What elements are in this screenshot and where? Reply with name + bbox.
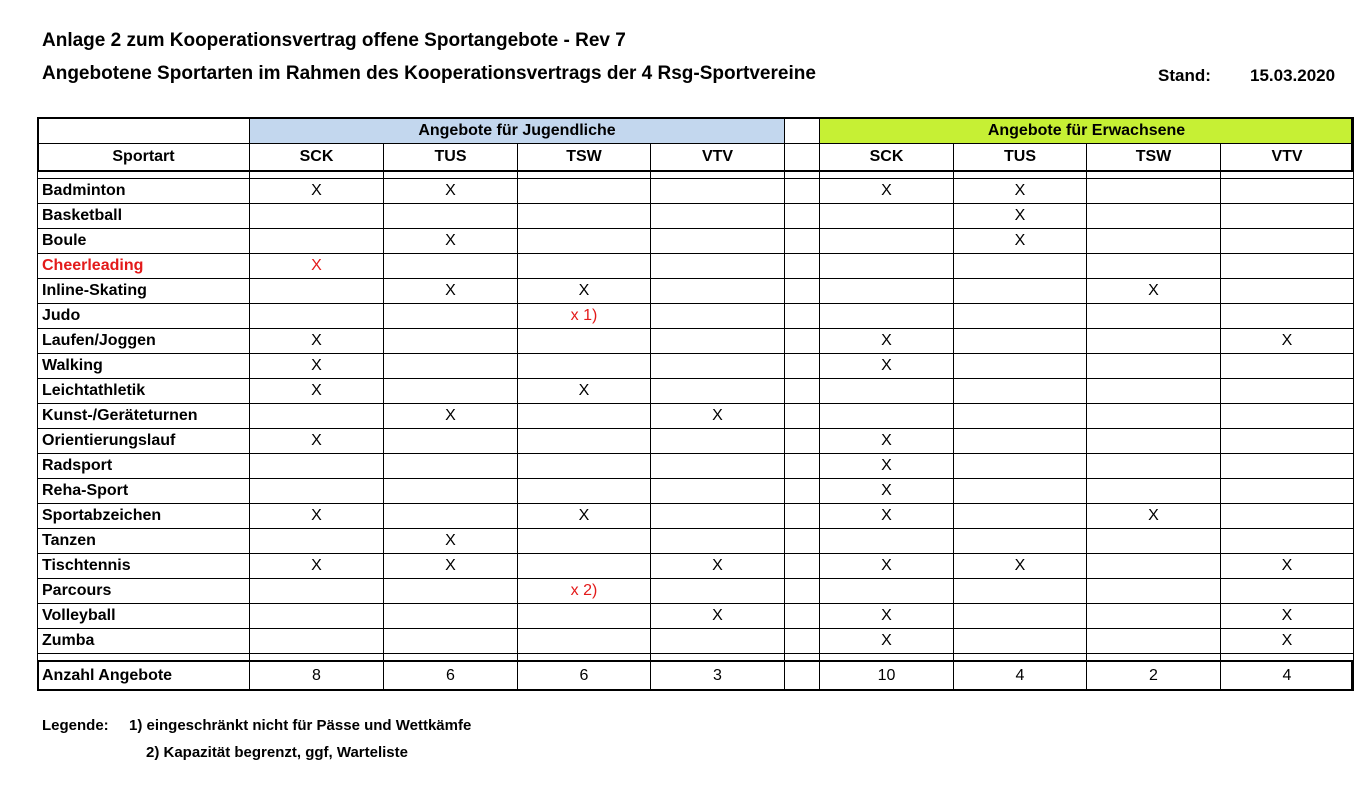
adult-cell-tus: [954, 379, 1087, 404]
stand-label: Stand:: [1158, 66, 1211, 85]
youth-cell-vtv: X: [651, 554, 785, 579]
adult-cell-tsw: [1087, 379, 1221, 404]
gap-cell: [954, 654, 1087, 662]
youth-cell-tsw: x 1): [518, 304, 651, 329]
youth-cell-sck: X: [250, 179, 384, 204]
column-header-row: [38, 144, 1354, 171]
document-subtitle: Angebotene Sportarten im Rahmen des Kooperationsvertrags der 4 Rsg-Sportvereine: [42, 63, 816, 84]
youth-cell-vtv: [651, 279, 785, 304]
sport-name: Badminton: [38, 179, 250, 204]
sport-name: Laufen/Joggen: [38, 329, 250, 354]
youth-cell-tus: [384, 354, 518, 379]
spacer-cell: [785, 554, 820, 579]
legend-label: Legende:: [42, 717, 109, 734]
sport-name: Inline-Skating: [38, 279, 250, 304]
youth-cell-tus: [384, 504, 518, 529]
spacer-cell: [785, 479, 820, 504]
gap-cell: [820, 171, 954, 179]
youth-cell-tus: [384, 579, 518, 604]
table-row: [38, 304, 1354, 329]
gap-cell: [1087, 171, 1221, 179]
table-row: [38, 379, 1354, 404]
adult-cell-vtv: [1221, 254, 1354, 279]
spacer-cell: [785, 429, 820, 454]
youth-cell-tus: X: [384, 404, 518, 429]
adult-cell-tsw: X: [1087, 279, 1221, 304]
adult-cell-tsw: [1087, 629, 1221, 654]
youth-cell-vtv: [651, 204, 785, 229]
adult-cell-sck: X: [820, 479, 954, 504]
spacer-cell: [785, 279, 820, 304]
adult-cell-tus: [954, 304, 1087, 329]
youth-cell-vtv: X: [651, 404, 785, 429]
column-header-youth-tsw: TSW: [518, 144, 651, 171]
youth-cell-vtv: [651, 229, 785, 254]
youth-cell-tus: [384, 604, 518, 629]
sport-name: Kunst-/Geräteturnen: [38, 404, 250, 429]
adult-cell-sck: [820, 579, 954, 604]
adult-cell-tus: X: [954, 554, 1087, 579]
spacer-cell: [785, 329, 820, 354]
adult-cell-tsw: [1087, 479, 1221, 504]
adult-cell-tus: [954, 354, 1087, 379]
spacer-cell: [785, 529, 820, 554]
adult-cell-vtv: [1221, 504, 1354, 529]
adult-cell-vtv: [1221, 304, 1354, 329]
summary-youth-sck: 8: [250, 662, 384, 691]
column-header-adult-vtv: VTV: [1221, 144, 1354, 171]
adult-cell-sck: X: [820, 454, 954, 479]
youth-cell-sck: [250, 204, 384, 229]
adult-cell-tus: [954, 404, 1087, 429]
table-row: [38, 529, 1354, 554]
youth-cell-tsw: X: [518, 504, 651, 529]
spacer-cell: [785, 579, 820, 604]
adult-cell-tus: X: [954, 179, 1087, 204]
youth-cell-sck: [250, 529, 384, 554]
gap-cell: [38, 654, 250, 662]
summary-label: Anzahl Angebote: [38, 662, 250, 691]
youth-cell-tus: X: [384, 554, 518, 579]
youth-cell-tsw: [518, 404, 651, 429]
spacer-cell: [785, 454, 820, 479]
gap-cell: [820, 654, 954, 662]
sport-name: Basketball: [38, 204, 250, 229]
youth-cell-sck: [250, 629, 384, 654]
spacer-cell: [785, 354, 820, 379]
sport-name: Cheerleading: [38, 254, 250, 279]
table-row: [38, 404, 1354, 429]
group-header-adult: Angebote für Erwachsene: [820, 118, 1354, 144]
adult-cell-tus: [954, 579, 1087, 604]
adult-cell-sck: [820, 204, 954, 229]
youth-cell-vtv: [651, 304, 785, 329]
sport-name: Walking: [38, 354, 250, 379]
adult-cell-tsw: [1087, 254, 1221, 279]
youth-cell-tsw: [518, 529, 651, 554]
adult-cell-vtv: [1221, 354, 1354, 379]
gap-cell: [651, 654, 785, 662]
adult-cell-vtv: X: [1221, 604, 1354, 629]
youth-cell-tsw: [518, 479, 651, 504]
column-header-adult-sck: SCK: [820, 144, 954, 171]
adult-cell-vtv: [1221, 179, 1354, 204]
summary-row: [38, 662, 1354, 691]
adult-cell-vtv: [1221, 379, 1354, 404]
sport-name: Orientierungslauf: [38, 429, 250, 454]
youth-cell-vtv: [651, 329, 785, 354]
sport-name: Judo: [38, 304, 250, 329]
spacer-cell: [785, 504, 820, 529]
youth-cell-tus: X: [384, 529, 518, 554]
youth-cell-sck: [250, 229, 384, 254]
spacer-cell: [785, 629, 820, 654]
adult-cell-vtv: X: [1221, 329, 1354, 354]
youth-cell-tsw: [518, 179, 651, 204]
adult-cell-tsw: [1087, 229, 1221, 254]
youth-cell-tsw: [518, 554, 651, 579]
adult-cell-vtv: X: [1221, 554, 1354, 579]
adult-cell-tus: X: [954, 229, 1087, 254]
sport-name: Sportabzeichen: [38, 504, 250, 529]
spacer-cell: [785, 204, 820, 229]
sport-name: Parcours: [38, 579, 250, 604]
summary-spacer: [785, 662, 820, 691]
youth-cell-tsw: [518, 204, 651, 229]
youth-cell-sck: [250, 479, 384, 504]
youth-cell-vtv: [651, 504, 785, 529]
legend-note-2: 2) Kapazität begrenzt, ggf, Warteliste: [146, 744, 408, 761]
adult-cell-tus: [954, 279, 1087, 304]
sport-name: Tischtennis: [38, 554, 250, 579]
sport-name: Zumba: [38, 629, 250, 654]
summary-adult-tsw: 2: [1087, 662, 1221, 691]
gap-cell: [651, 171, 785, 179]
adult-cell-sck: [820, 404, 954, 429]
youth-cell-sck: [250, 454, 384, 479]
youth-cell-vtv: [651, 379, 785, 404]
adult-cell-sck: X: [820, 354, 954, 379]
adult-cell-vtv: [1221, 204, 1354, 229]
legend-note-1: 1) eingeschränkt nicht für Pässe und Wettkämfe: [129, 717, 472, 734]
table-row: [38, 579, 1354, 604]
adult-cell-sck: X: [820, 554, 954, 579]
adult-cell-tus: [954, 604, 1087, 629]
header-gap-row: [38, 171, 1354, 179]
youth-cell-tus: [384, 204, 518, 229]
summary-adult-vtv: 4: [1221, 662, 1354, 691]
gap-cell: [250, 654, 384, 662]
youth-cell-sck: [250, 604, 384, 629]
adult-cell-tsw: [1087, 429, 1221, 454]
group-header-youth: Angebote für Jugendliche: [250, 118, 785, 144]
table-row: [38, 479, 1354, 504]
spacer-cell: [785, 379, 820, 404]
adult-cell-tus: [954, 529, 1087, 554]
table-row: [38, 554, 1354, 579]
spacer-cell: [785, 254, 820, 279]
sports-offer-table: [37, 117, 1354, 691]
adult-cell-tsw: [1087, 604, 1221, 629]
youth-cell-vtv: [651, 629, 785, 654]
summary-youth-tus: 6: [384, 662, 518, 691]
column-header-youth-vtv: VTV: [651, 144, 785, 171]
adult-cell-sck: X: [820, 429, 954, 454]
summary-youth-vtv: 3: [651, 662, 785, 691]
table-row: [38, 254, 1354, 279]
column-header-adult-tus: TUS: [954, 144, 1087, 171]
adult-cell-sck: X: [820, 604, 954, 629]
adult-cell-tus: [954, 479, 1087, 504]
adult-cell-vtv: [1221, 429, 1354, 454]
gap-cell: [250, 171, 384, 179]
sport-name: Leichtathletik: [38, 379, 250, 404]
youth-cell-tus: X: [384, 229, 518, 254]
youth-cell-sck: X: [250, 329, 384, 354]
sport-name: Tanzen: [38, 529, 250, 554]
youth-cell-tus: [384, 479, 518, 504]
document-title: Anlage 2 zum Kooperationsvertrag offene Sportangebote - Rev 7: [42, 30, 626, 51]
summary-adult-tus: 4: [954, 662, 1087, 691]
gap-cell: [1221, 171, 1354, 179]
youth-cell-tus: [384, 254, 518, 279]
youth-cell-tus: [384, 454, 518, 479]
gap-cell: [785, 654, 820, 662]
table-row: [38, 329, 1354, 354]
sport-name: Volleyball: [38, 604, 250, 629]
table-row: [38, 229, 1354, 254]
adult-cell-tsw: X: [1087, 504, 1221, 529]
youth-cell-tsw: [518, 604, 651, 629]
table-row: [38, 179, 1354, 204]
youth-cell-tsw: [518, 354, 651, 379]
youth-cell-vtv: [651, 529, 785, 554]
spacer-cell: [785, 229, 820, 254]
youth-cell-tsw: X: [518, 379, 651, 404]
gap-cell: [518, 171, 651, 179]
adult-cell-tsw: [1087, 179, 1221, 204]
gap-cell: [1087, 654, 1221, 662]
adult-cell-sck: [820, 229, 954, 254]
youth-cell-vtv: [651, 254, 785, 279]
adult-cell-tus: [954, 254, 1087, 279]
column-header-sportart: Sportart: [38, 144, 250, 171]
gap-cell: [384, 654, 518, 662]
youth-cell-sck: X: [250, 504, 384, 529]
youth-cell-sck: [250, 279, 384, 304]
adult-cell-sck: X: [820, 329, 954, 354]
youth-cell-sck: X: [250, 379, 384, 404]
stand-date: 15.03.2020: [1250, 66, 1336, 85]
youth-cell-vtv: [651, 429, 785, 454]
adult-cell-vtv: [1221, 454, 1354, 479]
table-row: [38, 354, 1354, 379]
youth-cell-sck: [250, 579, 384, 604]
youth-cell-tus: [384, 429, 518, 454]
youth-cell-vtv: [651, 454, 785, 479]
adult-cell-tus: [954, 429, 1087, 454]
adult-cell-tsw: [1087, 579, 1221, 604]
adult-cell-tus: [954, 454, 1087, 479]
youth-cell-tsw: [518, 429, 651, 454]
youth-cell-tsw: [518, 229, 651, 254]
youth-cell-tus: [384, 304, 518, 329]
youth-cell-tus: [384, 629, 518, 654]
youth-cell-tsw: [518, 254, 651, 279]
adult-cell-sck: X: [820, 504, 954, 529]
youth-cell-tsw: X: [518, 279, 651, 304]
youth-cell-vtv: [651, 354, 785, 379]
gap-cell: [518, 654, 651, 662]
adult-cell-tsw: [1087, 329, 1221, 354]
adult-cell-sck: [820, 529, 954, 554]
adult-cell-tsw: [1087, 454, 1221, 479]
adult-cell-sck: X: [820, 629, 954, 654]
youth-cell-tsw: [518, 629, 651, 654]
youth-cell-tsw: [518, 329, 651, 354]
youth-cell-tsw: x 2): [518, 579, 651, 604]
table-row: [38, 504, 1354, 529]
youth-cell-vtv: [651, 179, 785, 204]
adult-cell-tsw: [1087, 529, 1221, 554]
adult-cell-sck: [820, 279, 954, 304]
youth-cell-tus: X: [384, 279, 518, 304]
table-row: [38, 279, 1354, 304]
adult-cell-sck: [820, 254, 954, 279]
adult-cell-tsw: [1087, 554, 1221, 579]
youth-cell-sck: [250, 404, 384, 429]
gap-cell: [384, 171, 518, 179]
adult-cell-vtv: [1221, 529, 1354, 554]
table-row: [38, 429, 1354, 454]
summary-gap-row: [38, 654, 1354, 662]
adult-cell-vtv: X: [1221, 629, 1354, 654]
youth-cell-sck: [250, 304, 384, 329]
sport-name: Radsport: [38, 454, 250, 479]
gap-cell: [954, 171, 1087, 179]
gap-cell: [1221, 654, 1354, 662]
adult-cell-tus: [954, 629, 1087, 654]
youth-cell-sck: X: [250, 354, 384, 379]
youth-cell-tus: [384, 329, 518, 354]
gap-cell: [785, 171, 820, 179]
youth-cell-sck: X: [250, 254, 384, 279]
adult-cell-sck: [820, 379, 954, 404]
gap-cell: [38, 171, 250, 179]
adult-cell-tus: [954, 329, 1087, 354]
adult-cell-tus: X: [954, 204, 1087, 229]
column-header-spacer: [785, 144, 820, 171]
table-row: [38, 604, 1354, 629]
adult-cell-sck: [820, 304, 954, 329]
table-row: [38, 629, 1354, 654]
youth-cell-tus: [384, 379, 518, 404]
youth-cell-vtv: X: [651, 604, 785, 629]
adult-cell-vtv: [1221, 279, 1354, 304]
summary-youth-tsw: 6: [518, 662, 651, 691]
adult-cell-sck: X: [820, 179, 954, 204]
adult-cell-tsw: [1087, 304, 1221, 329]
adult-cell-vtv: [1221, 404, 1354, 429]
youth-cell-tsw: [518, 454, 651, 479]
sport-name: Reha-Sport: [38, 479, 250, 504]
adult-cell-tsw: [1087, 204, 1221, 229]
group-spacer: [785, 118, 820, 144]
group-header-blank: [38, 118, 250, 144]
spacer-cell: [785, 304, 820, 329]
spacer-cell: [785, 604, 820, 629]
table-row: [38, 204, 1354, 229]
adult-cell-vtv: [1221, 229, 1354, 254]
spacer-cell: [785, 179, 820, 204]
adult-cell-tsw: [1087, 354, 1221, 379]
sport-name: Boule: [38, 229, 250, 254]
group-header-row: [38, 118, 1354, 144]
adult-cell-tus: [954, 504, 1087, 529]
youth-cell-vtv: [651, 479, 785, 504]
youth-cell-tus: X: [384, 179, 518, 204]
youth-cell-sck: X: [250, 429, 384, 454]
column-header-youth-tus: TUS: [384, 144, 518, 171]
spacer-cell: [785, 404, 820, 429]
youth-cell-sck: X: [250, 554, 384, 579]
column-header-adult-tsw: TSW: [1087, 144, 1221, 171]
summary-adult-sck: 10: [820, 662, 954, 691]
table-row: [38, 454, 1354, 479]
adult-cell-vtv: [1221, 579, 1354, 604]
youth-cell-vtv: [651, 579, 785, 604]
adult-cell-vtv: [1221, 479, 1354, 504]
adult-cell-tsw: [1087, 404, 1221, 429]
column-header-youth-sck: SCK: [250, 144, 384, 171]
